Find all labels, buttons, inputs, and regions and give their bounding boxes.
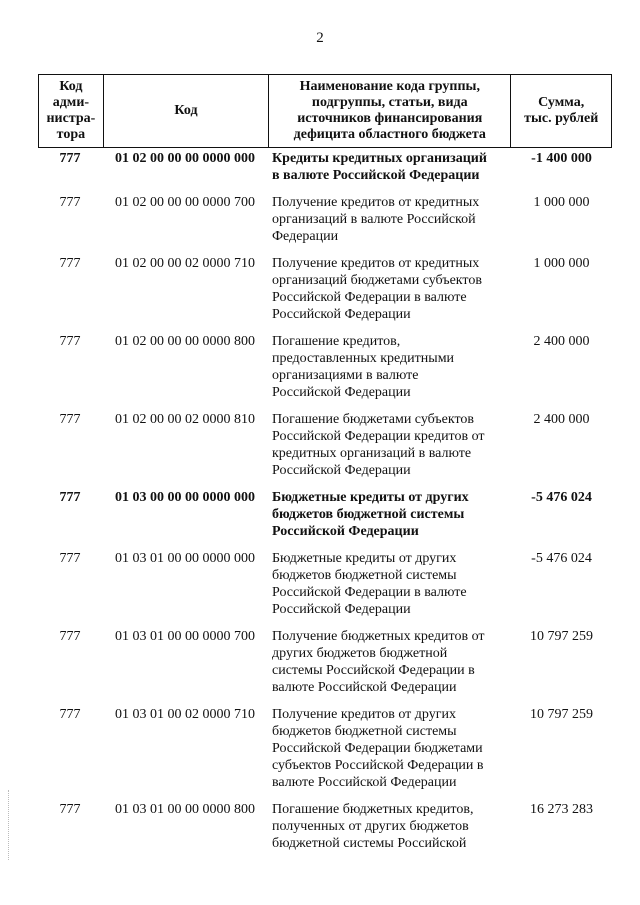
row-name-line: бюджетов бюджетной системы	[272, 507, 465, 522]
row-name-line: Российской Федерации	[272, 385, 411, 400]
row-amount: 10 797 259	[530, 707, 593, 722]
row-name-line: организаций бюджетами субъектов	[272, 273, 482, 288]
row-admin-code: 777	[59, 151, 81, 166]
row-name-line: Российской Федерации бюджетами	[272, 741, 483, 756]
row-amount: -1 400 000	[531, 151, 592, 166]
row-code: 01 02 00 00 00 0000 000	[115, 151, 255, 166]
row-amount: -5 476 024	[531, 490, 592, 505]
header-amount: Сумма, тыс. рублей	[510, 75, 611, 147]
row-code: 01 03 01 00 00 0000 000	[115, 551, 255, 566]
row-code: 01 03 01 00 02 0000 710	[115, 707, 255, 722]
table-row	[38, 550, 612, 618]
row-name-line: Погашение кредитов,	[272, 334, 401, 349]
row-name-line: Получение кредитов от кредитных	[272, 195, 480, 210]
row-name-line: организациями в валюте	[272, 368, 419, 383]
row-name-line: Получение кредитов от кредитных	[272, 256, 480, 271]
table-row	[38, 333, 612, 401]
row-name	[268, 706, 511, 791]
table-row	[38, 150, 612, 184]
row-name-line: Федерации	[272, 229, 339, 244]
row-code: 01 03 01 00 00 0000 700	[115, 629, 255, 644]
row-name-line: Кредиты кредитных организаций	[272, 151, 487, 166]
row-name-line: валюте Российской Федерации	[272, 680, 457, 695]
header-admin-code: Код адми- нистра- тора	[46, 79, 96, 142]
row-amount: -5 476 024	[531, 551, 592, 566]
row-name-line: Бюджетные кредиты от других	[272, 490, 469, 505]
page-number: 2	[316, 30, 324, 46]
row-name-line: Получение бюджетных кредитов от	[272, 629, 485, 644]
row-name-line: кредитных организаций в валюте	[272, 446, 472, 461]
row-name-line: Российской Федерации	[272, 463, 411, 478]
table-row	[38, 706, 612, 791]
row-name-line: бюджетов бюджетной системы	[272, 724, 457, 739]
row-name-line: Российской Федерации	[272, 524, 419, 539]
row-name	[268, 550, 511, 618]
row-admin-code: 777	[59, 195, 81, 210]
header-name: Наименование кода группы, подгруппы, статьи, вида источников финансирования дефицита областного бюджета	[268, 75, 510, 147]
row-name-line: бюджетов бюджетной системы	[272, 568, 457, 583]
row-admin-code: 777	[59, 629, 81, 644]
row-name-line: других бюджетов бюджетной	[272, 646, 448, 661]
row-amount: 2 400 000	[533, 412, 590, 427]
row-amount: 10 797 259	[530, 629, 593, 644]
row-name-line: организаций в валюте Российской	[272, 212, 476, 227]
row-name-line: полученных от других бюджетов	[272, 819, 469, 834]
row-code: 01 03 00 00 00 0000 000	[115, 490, 255, 505]
row-name-line: Российской Федерации кредитов от	[272, 429, 485, 444]
row-code: 01 02 00 00 00 0000 800	[115, 334, 255, 349]
row-name	[268, 333, 511, 401]
row-name-line: бюджетной системы Российской	[272, 836, 467, 851]
row-name-line: Получение кредитов от других	[272, 707, 456, 722]
table-row	[38, 489, 612, 540]
row-name	[268, 194, 511, 245]
row-code: 01 02 00 00 02 0000 810	[115, 412, 255, 427]
row-name-line: Бюджетные кредиты от других	[272, 551, 457, 566]
table-row	[38, 255, 612, 323]
row-name-line: Российской Федерации	[272, 602, 411, 617]
row-name	[268, 801, 511, 852]
scan-artifact	[8, 790, 17, 860]
row-admin-code: 777	[59, 551, 81, 566]
row-name	[268, 628, 511, 696]
row-name	[268, 150, 511, 184]
row-name-line: в валюте Российской Федерации	[272, 168, 480, 183]
row-amount: 16 273 283	[530, 802, 593, 817]
row-name	[268, 255, 511, 323]
row-name-line: системы Российской Федерации в	[272, 663, 475, 678]
table-row	[38, 628, 612, 696]
table-body	[38, 150, 612, 862]
row-code: 01 02 00 00 02 0000 710	[115, 256, 255, 271]
row-name-line: предоставленных кредитными	[272, 351, 455, 366]
row-name-line: Погашение бюджетами субъектов	[272, 412, 475, 427]
row-amount: 1 000 000	[533, 256, 590, 271]
row-name-line: валюте Российской Федерации	[272, 775, 457, 790]
row-admin-code: 777	[59, 412, 81, 427]
table-row	[38, 194, 612, 245]
row-admin-code: 777	[59, 707, 81, 722]
row-code: 01 03 01 00 00 0000 800	[115, 802, 255, 817]
row-name	[268, 411, 511, 479]
row-admin-code: 777	[59, 490, 81, 505]
row-name-line: Российской Федерации в валюте	[272, 585, 467, 600]
row-name-line: Погашение бюджетных кредитов,	[272, 802, 474, 817]
row-name	[268, 489, 511, 540]
table-row	[38, 411, 612, 479]
row-admin-code: 777	[59, 256, 81, 271]
row-amount: 2 400 000	[533, 334, 590, 349]
row-name-line: субъектов Российской Федерации в	[272, 758, 484, 773]
header-code: Код	[103, 75, 268, 147]
table-header	[38, 74, 612, 148]
row-name-line: Российской Федерации в валюте	[272, 290, 467, 305]
row-amount: 1 000 000	[533, 195, 590, 210]
table-row	[38, 801, 612, 852]
row-admin-code: 777	[59, 802, 81, 817]
row-name-line: Российской Федерации	[272, 307, 411, 322]
row-code: 01 02 00 00 00 0000 700	[115, 195, 255, 210]
row-admin-code: 777	[59, 334, 81, 349]
